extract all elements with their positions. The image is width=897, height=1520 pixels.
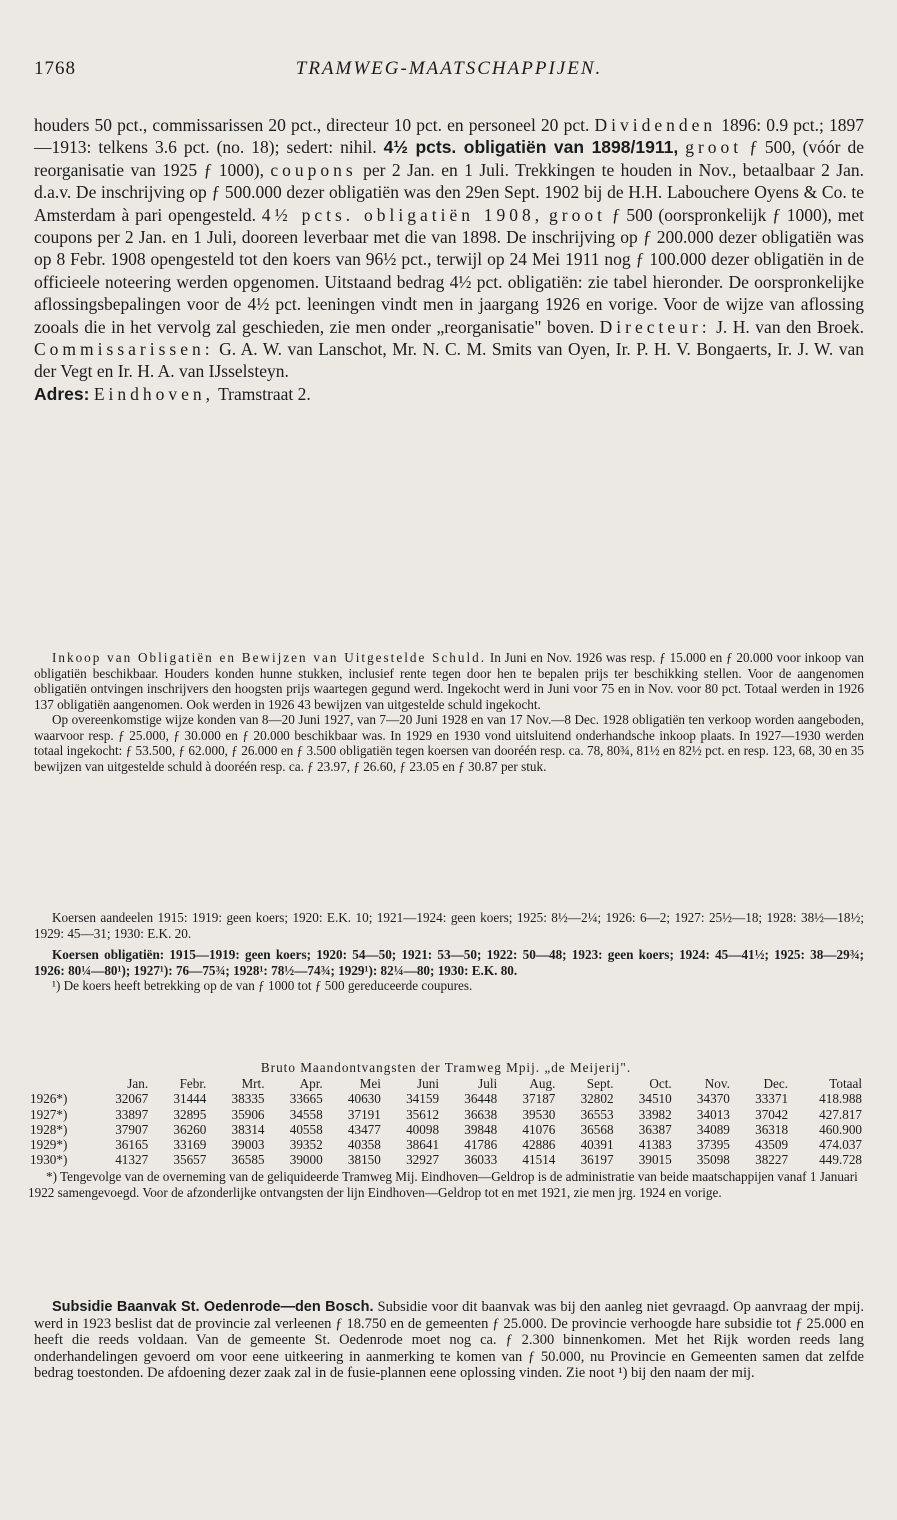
table-cell: 37191	[347, 1106, 381, 1122]
page-header	[34, 58, 864, 88]
revenue-header-row	[28, 1076, 864, 1091]
column-header: Mei	[359, 1076, 381, 1092]
adres-label: Adres:	[34, 383, 90, 404]
inkoop-text: In Juni en Nov. 1926 was resp. ƒ 15.000 en ƒ 20.000 voor inkoop van obligatiën beschikbaar. Houders konden hunne stukken, inclusief rente tegen door hen te bepalen prijs ter beschikking stellen. Voor de aangenomen obligatiën ontvingen inschrijvers den hoogsten prijs waartegen gegund werd. Ingekocht werd in Juni voor 75 en in Nov. voor 80 pct. Totaal werden in 1926 137 obligatiën aangenomen. Ook werden in 1926 43 bewijzen van uitgestelde schuld ingekocht.	[34, 650, 864, 712]
revenue-table	[28, 1076, 864, 1167]
table-cell: 33371	[755, 1091, 789, 1107]
table-cell: 36638	[464, 1106, 498, 1122]
table-cell: 39003	[231, 1137, 265, 1153]
column-header: Dec.	[763, 1076, 789, 1092]
koersen-aandeelen: Koersen aandeelen 1915: 1919: geen koers; 1920: E.K. 10; 1921—1924: geen koers; 1925: 8½—2¼; 1926: 6—2; 1927: 25½—18; 1928: 38½—18½; 1929: 45—31; 1930: E.K. 20.	[34, 910, 864, 941]
coupons-label: coupons	[270, 159, 357, 180]
table-cell: 36568	[580, 1121, 614, 1137]
table-cell: 34370	[696, 1091, 730, 1107]
table-cell: 39848	[464, 1121, 498, 1137]
table-cell: 39000	[289, 1152, 323, 1168]
table-cell: 38314	[231, 1121, 265, 1137]
table-cell: 40358	[347, 1137, 381, 1153]
column-header: Mrt.	[241, 1076, 265, 1092]
subsidie-section	[34, 1299, 864, 1382]
table-cell: 34510	[638, 1091, 672, 1107]
table-cell: 418.988	[819, 1091, 862, 1107]
groot2-label: groot	[549, 204, 606, 225]
row-year: 1926*)	[30, 1091, 68, 1107]
text-segment: ƒ 500, (vóór de reorganisatie van 1925 ƒ 1000),	[34, 137, 864, 180]
table-cell: 427.817	[819, 1106, 862, 1122]
inkoop-heading: Inkoop van Obligatiën en Bewijzen van Uitgestelde Schuld.	[52, 650, 487, 665]
table-cell: 36553	[580, 1106, 614, 1122]
table-row	[28, 1152, 864, 1167]
groot-label: groot	[685, 137, 743, 158]
subsidie-heading: Subsidie Baanvak St. Oedenrode—den Bosch.	[52, 1299, 374, 1315]
table-cell: 40630	[347, 1091, 381, 1107]
row-year: 1927*)	[30, 1106, 68, 1122]
table-cell: 460.900	[819, 1121, 862, 1137]
table-row	[28, 1091, 864, 1106]
table-row	[28, 1137, 864, 1152]
column-header: Febr.	[179, 1076, 207, 1092]
table-cell: 32067	[115, 1091, 149, 1107]
text-segment: G. A. W. van Lanschot, Mr. N. C. M. Smits van Oyen, Ir. P. H. V. Bongaerts, Ir. J. W. van der Vegt en Ir. H. A. van IJsselsteyn.	[34, 339, 864, 382]
table-cell: 36387	[638, 1121, 672, 1137]
table-cell: 35657	[173, 1152, 207, 1168]
table-cell: 41327	[115, 1152, 149, 1168]
table-cell: 36585	[231, 1152, 265, 1168]
dividenden-label: Dividenden	[594, 115, 717, 135]
table-cell: 38150	[347, 1152, 381, 1168]
column-header: Jan.	[127, 1076, 149, 1092]
text-segment: J. H. van den Broek.	[710, 316, 864, 337]
column-header: Juli	[478, 1076, 498, 1092]
column-header: Juni	[417, 1076, 440, 1092]
table-cell: 36033	[464, 1152, 498, 1168]
table-cell: 36260	[173, 1121, 207, 1137]
table-cell: 35612	[406, 1106, 440, 1122]
koersen-obligatien: Koersen obligatiën: 1915—1919: geen koers; 1920: 54—50; 1921: 53—50; 1922: 50—48; 1923: geen koers; 1924: 45—41½; 1925: 38—29¾; 1926: 80¼—80¹); 1927¹): 76—75¾; 1928¹: 78½—74¾; 1929¹): 82¼—80; 1930: E.K. 80.	[34, 947, 864, 978]
table-cell: 33665	[289, 1091, 323, 1107]
table-cell: 34159	[406, 1091, 440, 1107]
table-cell: 40558	[289, 1121, 323, 1137]
text-segment: 1896: 0.9 pct.; 1897—1913: telkens 3.6 pct. (no. 18); sedert: nihil.	[34, 115, 864, 158]
directeur-label: Directeur:	[599, 316, 711, 337]
table-cell: 36318	[755, 1121, 789, 1137]
inkoop-section	[34, 650, 864, 774]
table-cell: 39015	[638, 1152, 672, 1168]
table-cell: 41383	[638, 1137, 672, 1153]
table-cell: 41786	[464, 1137, 498, 1153]
table-cell: 37907	[115, 1121, 149, 1137]
inkoop-text-2: Op overeenkomstige wijze konden van 8—20 Juni 1927, van 7—20 Juni 1928 en van 17 Nov.—8 Dec. 1928 obligatiën ten verkoop worden aangeboden, waarvoor resp. ƒ 25.000, ƒ 30.000 en ƒ 20.000 beschikbaar was. In 1929 en 1930 vond uitsluitend onderhandsche inkoop plaats. In 1927—1930 werden totaal ingekocht: ƒ 53.500, ƒ 62.000, ƒ 26.000 en ƒ 3.500 obligatiën tegen koersen van dooréén resp. ca. 78, 80¾, 81½ en 82½ pct. en resp. 123, 68, 30 en 35 bewijzen van uitgestelde schuld à dooréén resp. ca. ƒ 23.97, ƒ 26.60, ƒ 23.05 en ƒ 30.87 per stuk.	[34, 712, 864, 774]
bond2-label: 4½ pcts. obligatiën 1908,	[261, 204, 544, 225]
year-column-header	[28, 1076, 92, 1091]
table-cell: 43477	[347, 1121, 381, 1137]
table-cell: 32802	[580, 1091, 614, 1107]
table-cell: 37042	[755, 1106, 789, 1122]
subsidie-text: Subsidie voor dit baanvak was bij den aanleg niet gevraagd. Op aanvraag der mpij. werd in 1923 beslist dat de provincie zal verleenen ƒ 18.750 en de gemeenten ƒ 25.000. De provincie verhoogde hare subsidie tot ƒ 25.000 en heeft die reeds voldaan. Van de gemeente St. Oedenrode moet nog ca. ƒ 2.300 binnenkomen. Met het Rijk worden reeds lang onderhandelingen gevoerd om voor eene uitkeering in aanmerking te komen van ƒ 50.000, nu Provincie en Gemeenten samen dat zelfde bedrag toestonden. De afdoening dezer zaak zal in de fusie-plannen eene oplossing vinden. Zie noot ¹) bij den naam der mij.	[34, 1299, 864, 1382]
table-cell: 33982	[638, 1106, 672, 1122]
table-cell: 39530	[522, 1106, 556, 1122]
column-header: Totaal	[829, 1076, 862, 1092]
revenue-footnote: *) Tengevolge van de overneming van de geliquideerde Tramweg Mij. Eindhoven—Geldrop is de administratie van beide maatschappijen vanaf 1 Januari 1922 samengevoegd. Voor de afzonderlijke ontvangsten der lijn Eindhoven—Geldrop tot en met 1921, zie men jrg. 1924 en vorige.	[28, 1169, 858, 1200]
table-cell: 36197	[580, 1152, 614, 1168]
table-row	[28, 1122, 864, 1137]
revenue-table-title: Bruto Maandontvangsten der Tramweg Mpij. „de Meijerij".	[260, 1060, 632, 1075]
company-details-paragraph	[34, 114, 864, 405]
bond-heading: 4½ pcts. obligatiën van 1898/1911,	[383, 137, 679, 158]
table-cell: 35906	[231, 1106, 265, 1122]
table-cell: 40391	[580, 1137, 614, 1153]
table-cell: 38641	[406, 1137, 440, 1153]
page-number: 1768	[34, 58, 76, 79]
koersen-footnote: ¹) De koers heeft betrekking op de van ƒ 1000 tot ƒ 500 gereduceerde coupures.	[52, 978, 473, 993]
running-title: TRAMWEG-MAATSCHAPPIJEN.	[295, 58, 603, 79]
table-cell: 41514	[522, 1152, 556, 1168]
table-cell: 36448	[464, 1091, 498, 1107]
column-header: Aug.	[529, 1076, 556, 1092]
text-segment: per 2 Jan. en 1 Juli. Trekkingen te houden in Nov., betaalbaar 2 Jan. d.a.v. De inschrijving op ƒ 500.000 dezer obligatiën was den 29en Sept. 1902 bij de H.H. Labouchere Oyens & Co. te Amsterdam à pari opengesteld.	[34, 159, 864, 225]
table-cell: 43509	[755, 1137, 789, 1153]
column-header: Sept.	[586, 1076, 614, 1092]
table-cell: 34013	[696, 1106, 730, 1122]
row-year: 1930*)	[30, 1152, 68, 1168]
table-cell: 36165	[115, 1137, 149, 1153]
table-cell: 32895	[173, 1106, 207, 1122]
table-row	[28, 1107, 864, 1122]
adres-city: Eindhoven,	[93, 383, 215, 404]
table-cell: 35098	[696, 1152, 730, 1168]
revenue-table-section	[28, 1060, 864, 1200]
table-cell: 37187	[522, 1091, 556, 1107]
koersen-section	[34, 910, 864, 994]
table-cell: 34558	[289, 1106, 323, 1122]
table-cell: 38335	[231, 1091, 265, 1107]
table-cell: 37395	[696, 1137, 730, 1153]
table-cell: 40098	[406, 1121, 440, 1137]
column-header: Apr.	[299, 1076, 323, 1092]
table-cell: 474.037	[819, 1137, 862, 1153]
column-header: Nov.	[704, 1076, 730, 1092]
table-cell: 39352	[289, 1137, 323, 1153]
table-cell: 33169	[173, 1137, 207, 1153]
column-header: Oct.	[649, 1076, 672, 1092]
text-segment: ƒ 500 (oorspronkelijk ƒ 1000), met coupons per 2 Jan. en 1 Juli, dooreen leverbaar met die van 1898. De inschrijving op ƒ 200.000 dezer obligatiën was op 8 Febr. 1908 opengesteld tot den koers van 96½ pct., terwijl op 24 Mei 1911 nog ƒ 100.000 dezer obligatiën in de officieele noteering werden opgenomen. Uitstaand bedrag 4½ pct. obligatiën: zie tabel hieronder. De oorspronkelijke aflossingsbepalingen voor de 4½ pct. leeningen vindt men in jaargang 1926 en vorige. Voor de wijze van aflossing zooals die in het vervolg zal geschieden, zie men onder „reorganisatie" boven.	[34, 204, 864, 337]
text-segment: houders 50 pct., commissarissen 20 pct., directeur 10 pct. en personeel 20 pct.	[34, 115, 595, 135]
table-cell: 31444	[173, 1091, 207, 1107]
table-cell: 41076	[522, 1121, 556, 1137]
table-cell: 42886	[522, 1137, 556, 1153]
table-cell: 38227	[755, 1152, 789, 1168]
row-year: 1929*)	[30, 1137, 68, 1153]
row-year: 1928*)	[30, 1121, 68, 1137]
table-cell: 32927	[406, 1152, 440, 1168]
adres-street: Tramstraat 2.	[214, 383, 311, 404]
table-cell: 34089	[696, 1121, 730, 1137]
commissarissen-label: Commissarissen:	[34, 339, 214, 360]
table-cell: 449.728	[819, 1152, 862, 1168]
table-cell: 33897	[115, 1106, 149, 1122]
